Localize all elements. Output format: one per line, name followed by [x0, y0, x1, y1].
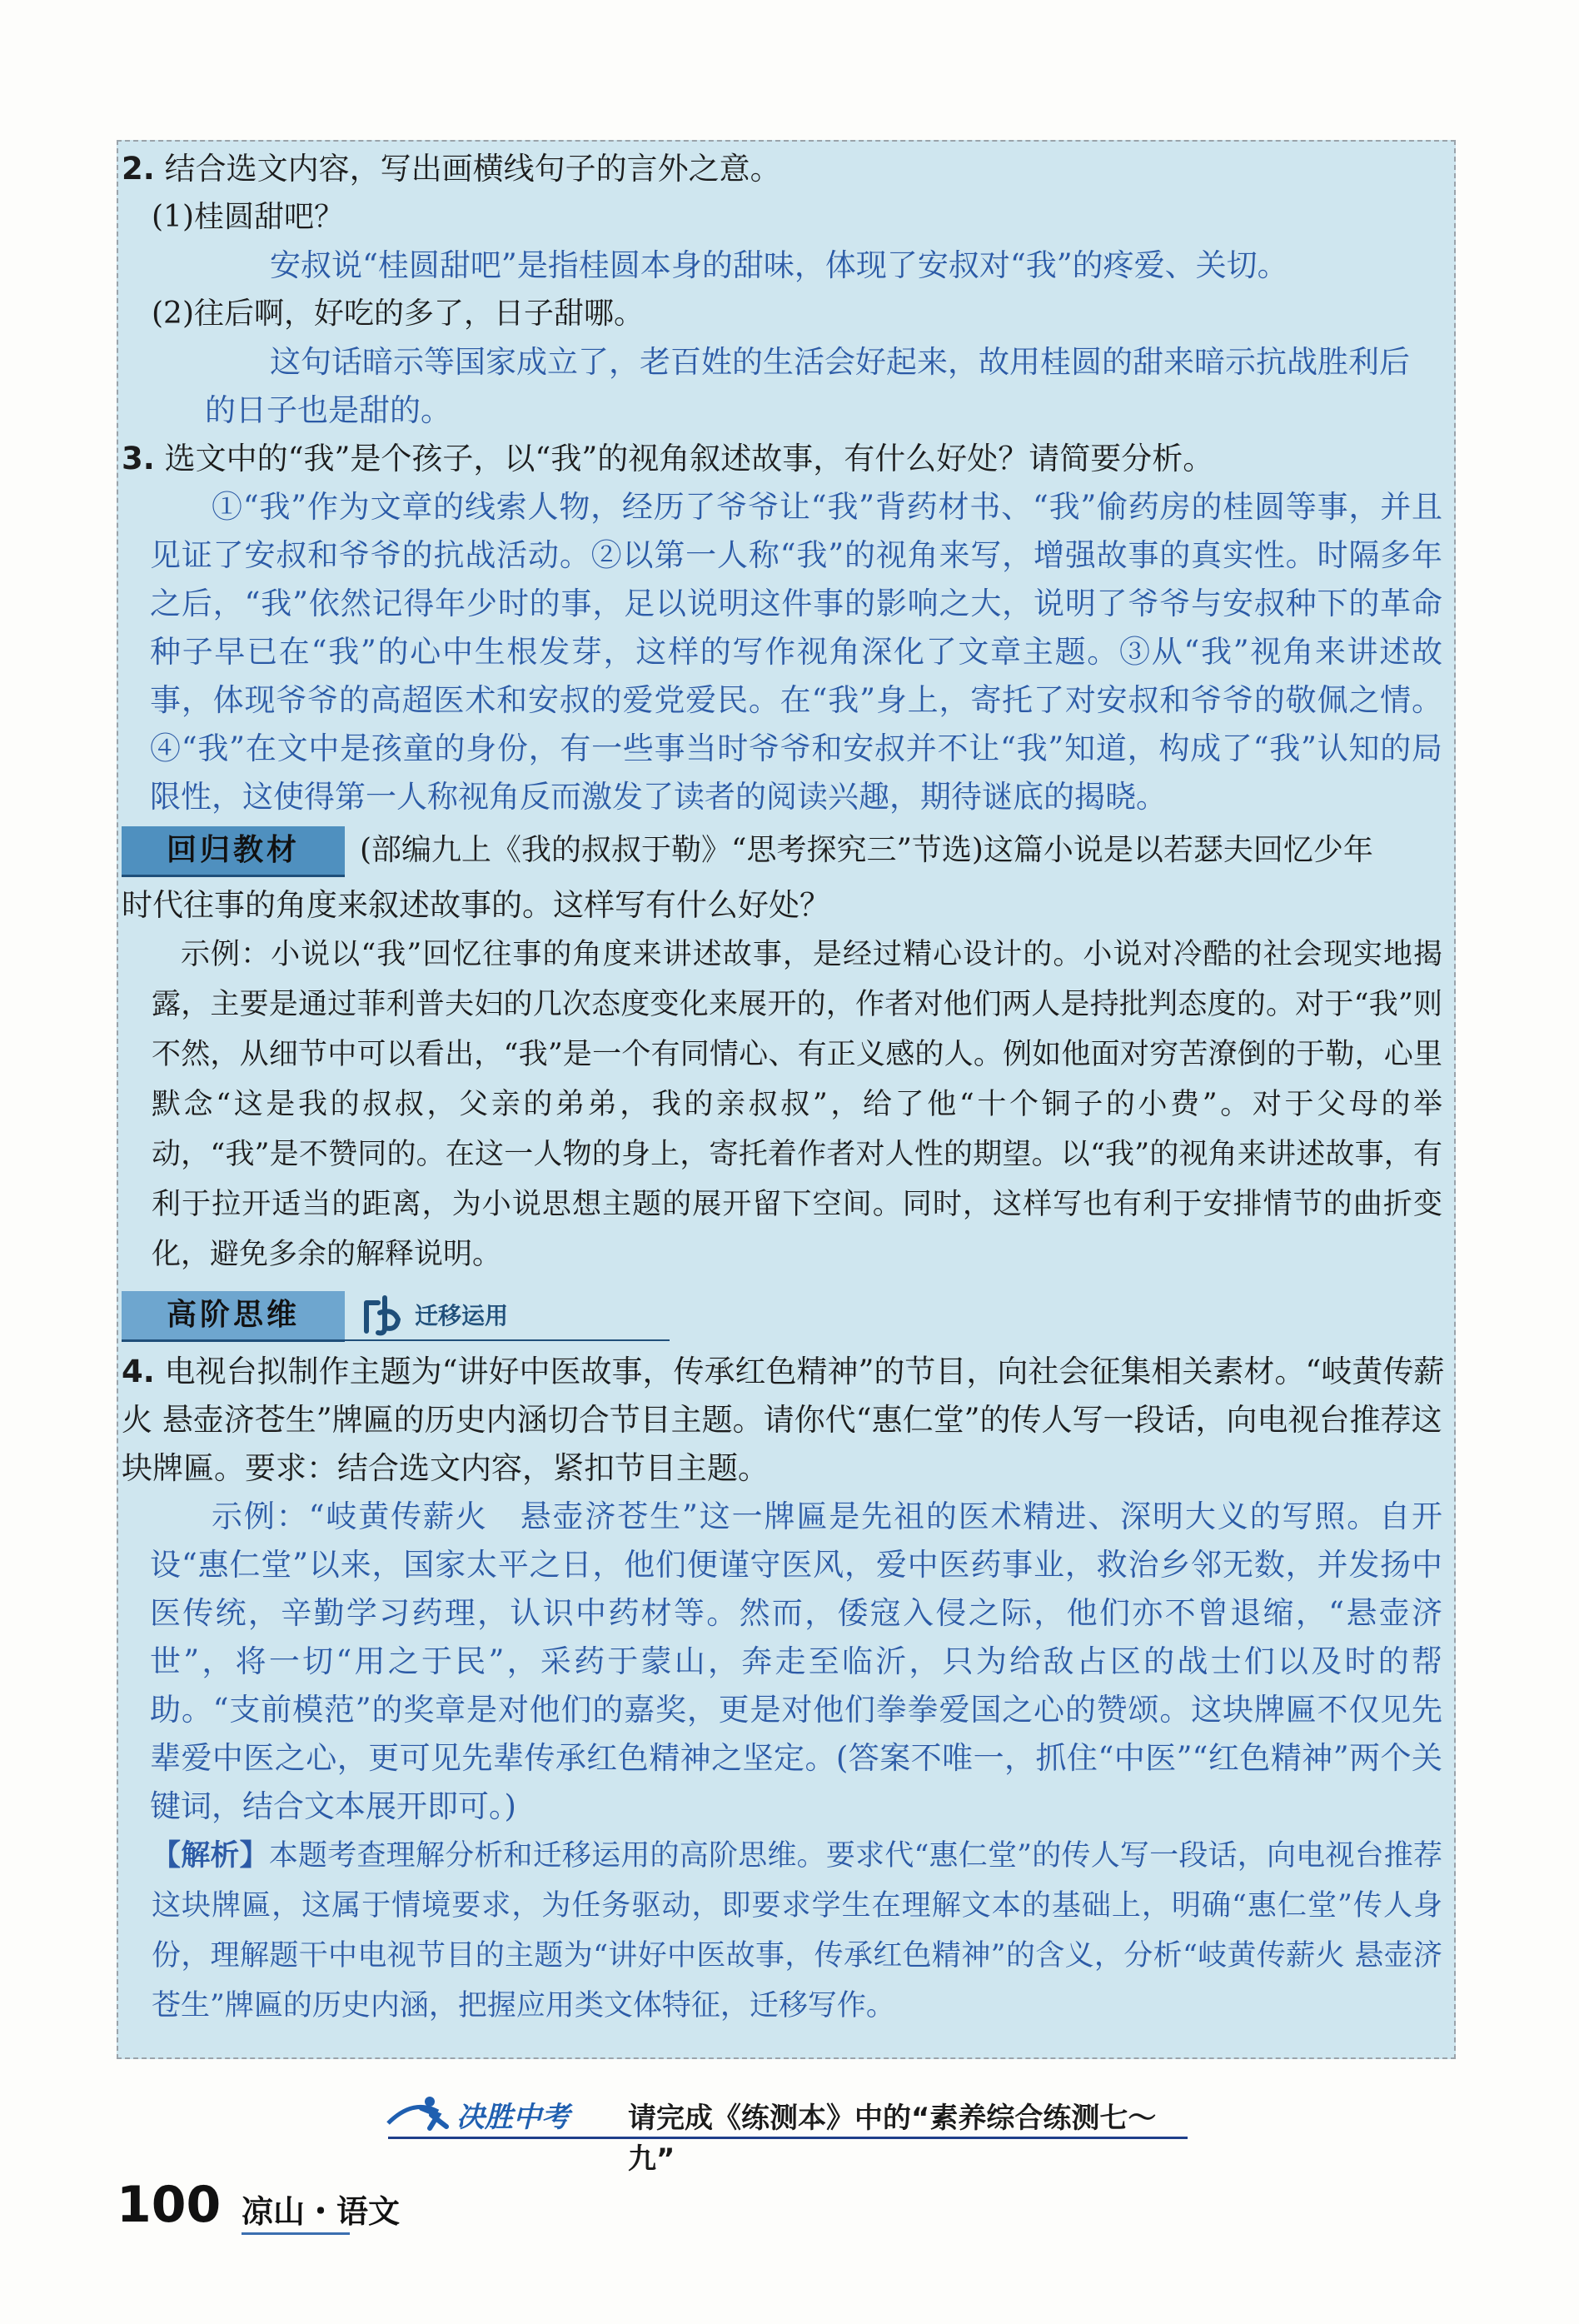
question-text: 选文中的“我”是个孩子，以“我”的视角叙述故事，有什么好处？请简要分析。	[164, 441, 1214, 476]
analysis-label: 【解析】	[152, 1838, 269, 1873]
question-number: 4.	[122, 1354, 155, 1389]
banner-text: 请完成《练测本》中的“素养综合练测七～九”	[628, 2102, 1157, 2176]
section-label: 高阶思维	[122, 1291, 345, 1342]
analysis-text: 本题考查理解分析和迁移运用的高阶思维。要求代“惠仁堂”的传人写一段话，向电视台推荐这块牌匾，这属于情境要求，为任务驱动，即要求学生在理解文本的基础上，明确“惠仁堂”传人身份，理解题干中电视节目的主题为“讲好中医故事，传承红色精神”的含义，分析“岐黄传薪火 悬壶济苍生”牌匾的历史内涵，把握应用类文体特征，迁移写作。	[152, 1839, 1442, 2022]
question-text: 电视台拟制作主题为“讲好中医故事，传承红色精神”的节目，向社会征集相关素材。“岐黄传薪火 悬壶济苍生”牌匾的历史内涵切合节目主题。请你代“惠仁堂”的传人写一段话，向电视台推荐这块牌匾。要求：结合选文内容，紧扣节目主题。	[122, 1354, 1445, 1486]
answer-paragraph: ①“我”作为文章的线索人物，经历了爷爷让“我”背药材书、“我”偷药房的桂圆等事，并且见证了安叔和爷爷的抗战活动。②以第一人称“我”的视角来写，增强故事的真实性。时隔多年之后，“我”依然记得年少时的事，足以说明这件事的影响之大，说明了爷爷与安叔种下的革命种子早已在“我”的心中生根发芽，这样的写作视角深化了文章主题。③从“我”视角来讲述故事，体现爷爷的高超医术和安叔的爱党爱民。在“我”身上，寄托了对安叔和爷爷的敬佩之情。④“我”在文中是孩童的身份，有一些事当时爷爷和安叔并不让“我”知道，构成了“我”认知的局限性，这使得第一人称视角反而激发了读者的阅读兴趣，期待谜底的揭晓。	[150, 489, 1442, 815]
page-number: 100	[117, 2176, 222, 2234]
banner-underline	[388, 2137, 1188, 2139]
divider	[345, 1339, 670, 1341]
exam-logo	[380, 2090, 596, 2140]
question-number: 3.	[122, 441, 155, 476]
section-intro-continued: 时代往事的角度来叙述故事的。这样写有什么好处？	[122, 887, 830, 923]
question-3	[118, 435, 1454, 483]
content-panel	[117, 140, 1456, 2059]
analysis	[118, 1831, 1454, 2031]
subtitle-underline	[242, 2232, 350, 2235]
sub-question-1: (1)桂圆甜吧？	[152, 200, 344, 234]
page-subtitle: 凉山・语文	[242, 2193, 401, 2230]
transfer-icon	[360, 1294, 405, 1338]
section-label: 回归教材	[122, 826, 345, 877]
sub-question-2: (2)往后啊，好吃的多了，日子甜哪。	[152, 297, 644, 331]
question-2	[118, 145, 1454, 193]
section-header-textbook	[118, 826, 1454, 881]
footer-banner	[380, 2087, 1196, 2176]
section-tag: 迁移运用	[415, 1302, 509, 1329]
answer-text: 安叔说“桂圆甜吧”是指桂圆本身的甜味，体现了安叔对“我”的疼爱、关切。	[270, 247, 1288, 283]
question-text: 结合选文内容，写出画横线句子的言外之意。	[164, 151, 781, 187]
answer-paragraph: 示例：“岐黄传薪火 悬壶济苍生”这一牌匾是先祖的医术精进、深明大义的写照。自开设“惠仁堂”以来，国家太平之日，他们便谨守医风，爱中医药事业，救治乡邻无数，并发扬中医传统，辛勤学习药理，认识中药材等。然而，倭寇入侵之际，他们亦不曾退缩，“悬壶济世”，将一切“用之于民”，采药于蒙山，奔走至临沂，只为给敌占区的战士们以及时的帮助。“支前模范”的奖章是对他们的嘉奖，更是对他们拳拳爱国之心的赞颂。这块牌匾不仅见先辈爱中医之心，更可见先辈传承红色精神之坚定。(答案不唯一，抓住“中医”“红色精神”两个关键词，结合文本展开即可。)	[150, 1499, 1442, 1824]
logo-text: 决胜中考	[456, 2101, 570, 2134]
question-number: 2.	[122, 151, 155, 187]
question-4	[118, 1348, 1454, 1493]
section-intro: (部编九上《我的叔叔于勒》“思考探究三”节选)这篇小说是以若瑟夫回忆少年	[360, 833, 1373, 867]
answer-text: 这句话暗示等国家成立了，老百姓的生活会好起来，故用桂圆的甜来暗示抗战胜利后	[270, 344, 1410, 380]
section-header-higher-order	[118, 1291, 1454, 1346]
sample-answer: 示例：小说以“我”回忆往事的角度来讲述故事，是经过精心设计的。小说对冷酷的社会现实地揭露，主要是通过菲利普夫妇的几次态度变化来展开的，作者对他们两人是持批判态度的。对于“我”则不然，从细节中可以看出，“我”是一个有同情心、有正义感的人。例如他面对穷苦潦倒的于勒，心里默念“这是我的叔叔，父亲的弟弟，我的亲叔叔”，给了他“十个铜子的小费”。对于父母的举动，“我”是不赞同的。在这一人物的身上，寄托着作者对人性的期望。以“我”的视角来讲述故事，有利于拉开适当的距离，为小说思想主题的展开留下空间。同时，这样写也有利于安排情节的曲折变化，避免多余的解释说明。	[152, 938, 1442, 1271]
answer-text: 的日子也是甜的。	[205, 392, 451, 428]
